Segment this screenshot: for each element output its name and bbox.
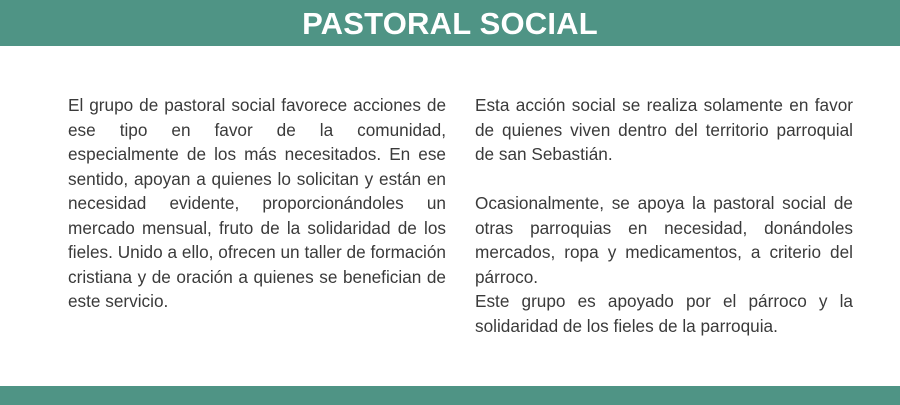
right-paragraph-3: Este grupo es apoyado por el párroco y la solidaridad de los fieles de la parroquia. [475,291,853,336]
right-column [475,93,853,338]
page-title: PASTORAL SOCIAL [302,6,598,41]
right-paragraph-2: Ocasionalmente, se apoya la pastoral social de otras parroquias en necesidad, donándoles mercados, ropa y medicamentos, a criterio del párroco. [475,193,853,287]
right-paragraph-1: Esta acción social se realiza solamente en favor de quienes viven dentro del territorio parroquial de san Sebastián. [475,95,853,164]
left-paragraph: El grupo de pastoral social favorece acciones de ese tipo en favor de la comunidad, especialmente de los más necesitados. En ese sentido, apoyan a quienes lo solicitan y están en necesidad evidente, proporcionándoles un mercado mensual, fruto de la solidaridad de los fieles. Unido a ello, ofrecen un taller de formación cristiana y de oración a quienes se benefician de este servicio. [68,95,446,311]
footer-band [0,386,900,405]
left-column [68,93,446,314]
